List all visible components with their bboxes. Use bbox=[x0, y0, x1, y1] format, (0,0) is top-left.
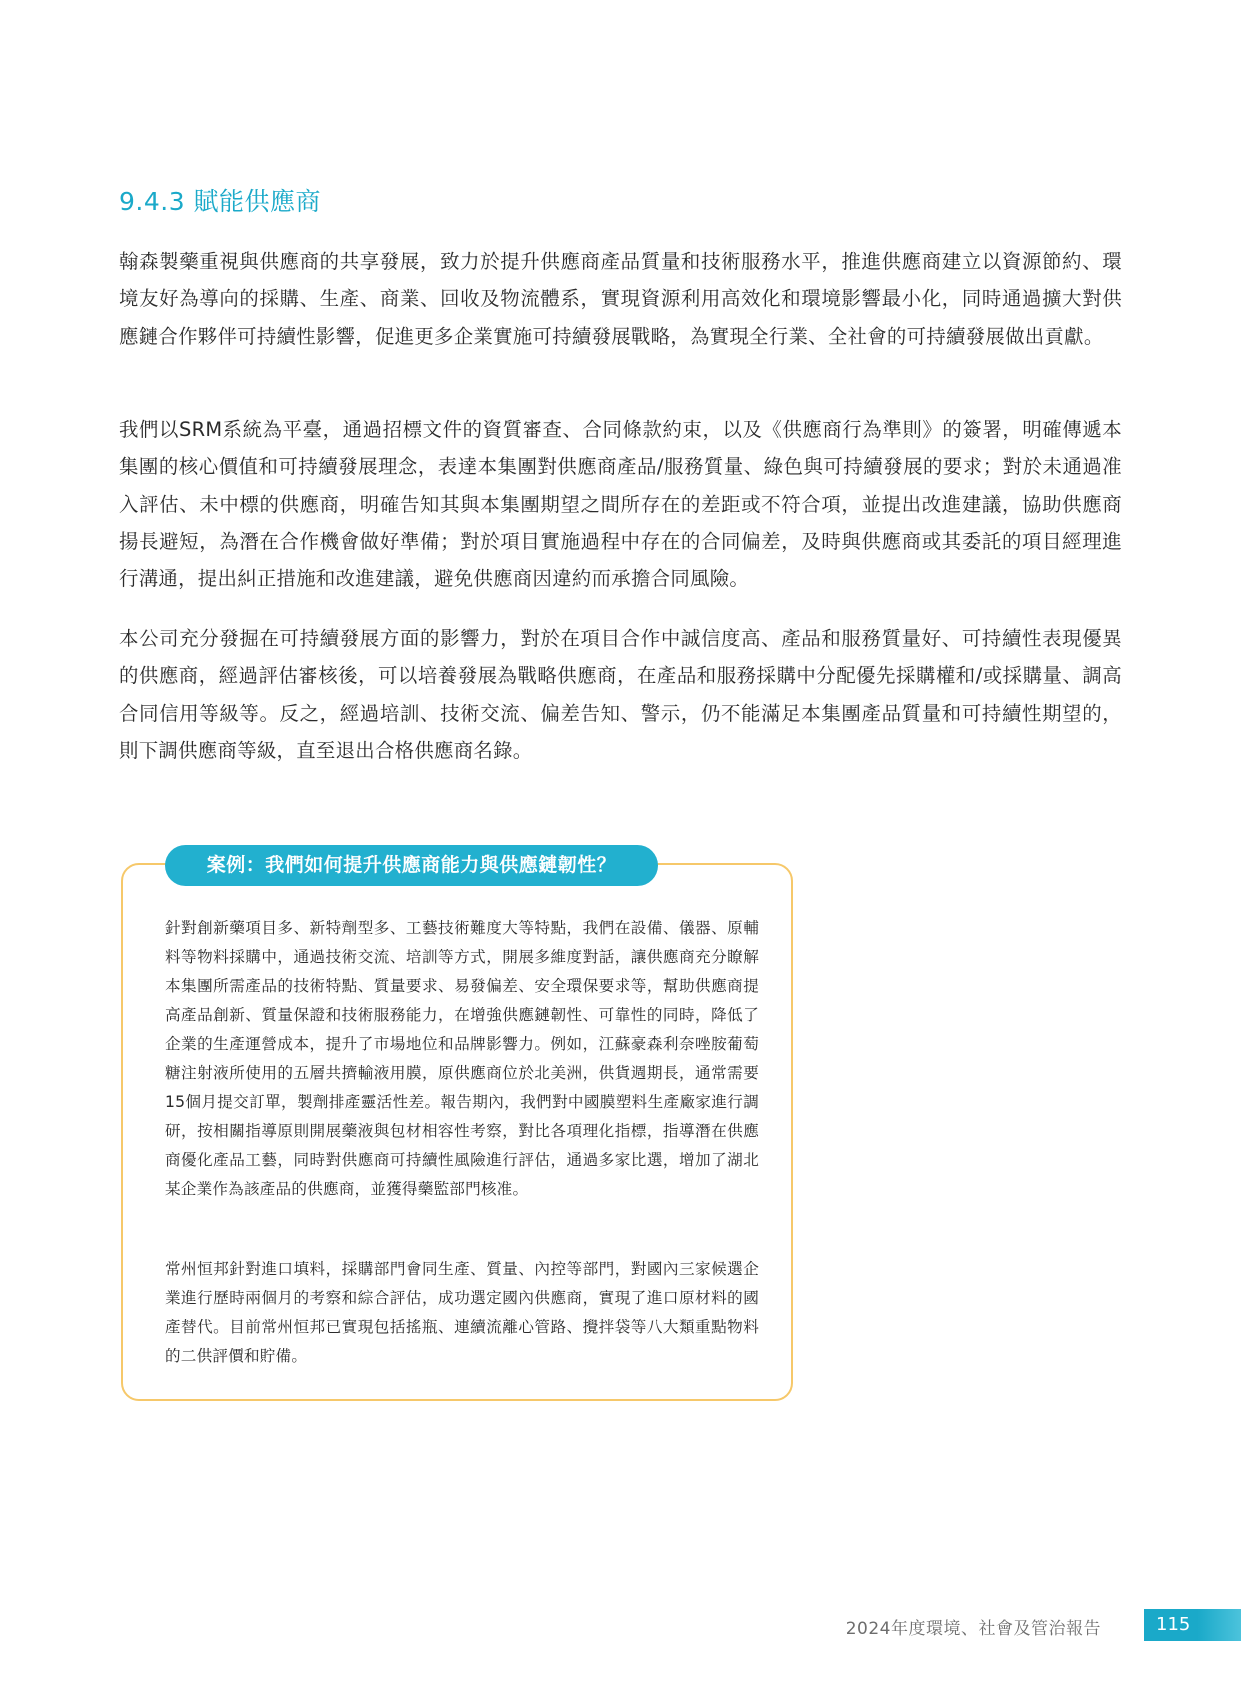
case-study-title: 案例：我們如何提升供應商能力與供應鏈韌性？ bbox=[165, 845, 658, 886]
body-paragraph-3: 本公司充分發掘在可持續發展方面的影響力，對於在項目合作中誠信度高、產品和服務質量好、可持續性表現優異的供應商，經過評估審核後，可以培養發展為戰略供應商，在產品和服務採購中分配優先採購權和/或採購量、調高合同信用等級等。反之，經過培訓、技術交流、偏差告知、警示，仍不能滿足本集團產品質量和可持續性期望的，則下調供應商等級，直至退出合格供應商名錄。 bbox=[119, 627, 1122, 762]
section-title: 9.4.3 賦能供應商 bbox=[119, 187, 322, 216]
body-paragraph-1: 翰森製藥重視與供應商的共享發展，致力於提升供應商產品質量和技術服務水平，推進供應商建立以資源節約、環境友好為導向的採購、生產、商業、回收及物流體系，實現資源利用高效化和環境影響最小化，同時通過擴大對供應鏈合作夥伴可持續性影響，促進更多企業實施可持續發展戰略，為實現全行業、全社會的可持續發展做出貢獻。 bbox=[119, 250, 1122, 348]
body-paragraph-2: 我們以SRM系統為平臺，通過招標文件的資質審查、合同條款約束，以及《供應商行為準則》的簽署，明確傳遞本集團的核心價值和可持續發展理念，表達本集團對供應商產品/服務質量、綠色與可持續發展的要求；對於未通過准入評估、未中標的供應商，明確告知其與本集團期望之間所存在的差距或不符合項，並提出改進建議，協助供應商揚長避短，為潛在合作機會做好準備；對於項目實施過程中存在的合同偏差，及時與供應商或其委託的項目經理進行溝通，提出糾正措施和改進建議，避免供應商因違約而承擔合同風險。 bbox=[119, 418, 1122, 591]
case-paragraph-2: 常州恒邦針對進口填料，採購部門會同生產、質量、內控等部門，對國內三家候選企業進行歷時兩個月的考察和綜合評估，成功選定國內供應商，實現了進口原材料的國產替代。目前常州恒邦已實現包括搖瓶、連續流離心管路、攪拌袋等八大類重點物料的二供評價和貯備。 bbox=[165, 1260, 759, 1365]
case-paragraph-1: 針對創新藥項目多、新特劑型多、工藝技術難度大等特點，我們在設備、儀器、原輔料等物料採購中，通過技術交流、培訓等方式，開展多維度對話，讓供應商充分瞭解本集團所需產品的技術特點、質量要求、易發偏差、安全環保要求等，幫助供應商提高產品創新、質量保證和技術服務能力，在增強供應鏈韌性、可靠性的同時，降低了企業的生產運營成本，提升了市場地位和品牌影響力。例如，江蘇豪森利奈唑胺葡萄糖注射液所使用的五層共擠輸液用膜，原供應商位於北美洲，供貨週期長，通常需要15個月提交訂單，製劑排產靈活性差。報告期內，我們對中國膜塑料生產廠家進行調研，按相關指導原則開展藥液與包材相容性考察，對比各項理化指標，指導潛在供應商優化產品工藝，同時對供應商可持續性風險進行評估，通過多家比選，增加了湖北某企業作為該產品的供應商，並獲得藥監部門核准。 bbox=[165, 919, 759, 1198]
footer-report-title: 2024年度環境、社會及管治報告 bbox=[845, 1619, 1101, 1639]
page-number: 115 bbox=[1144, 1609, 1241, 1641]
